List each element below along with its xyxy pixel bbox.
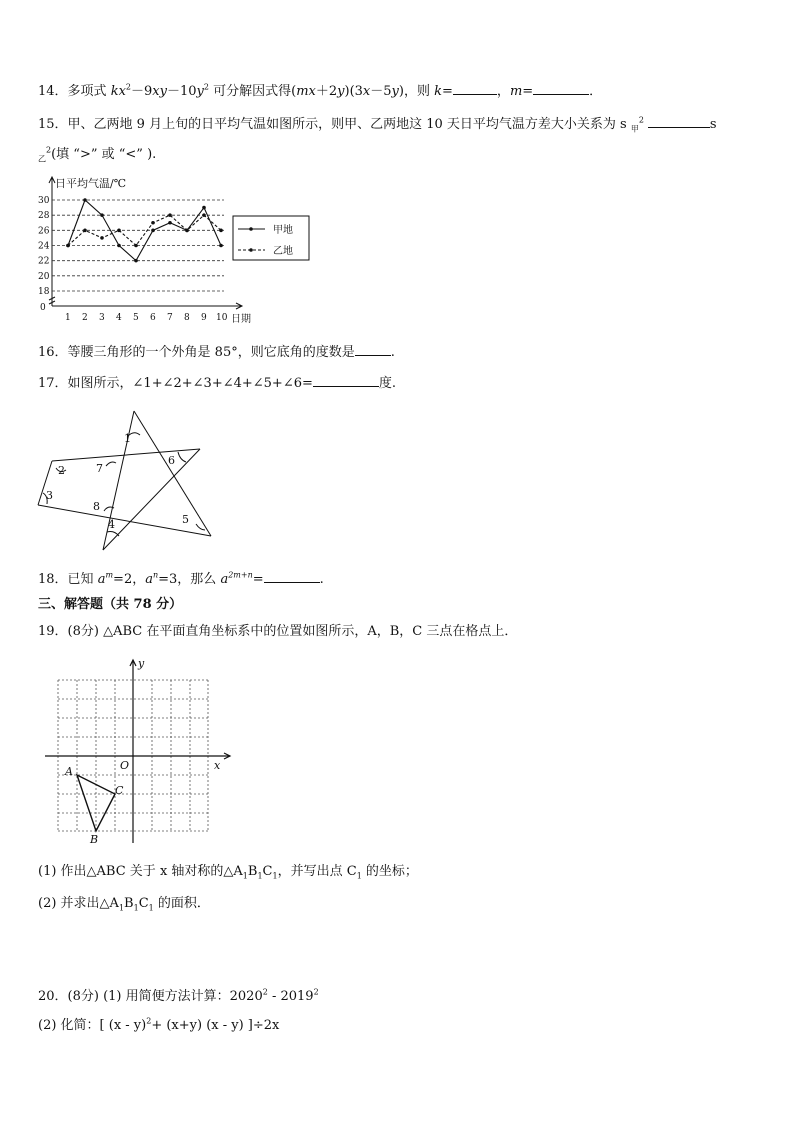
x-tick-label: 1 — [65, 313, 71, 323]
x-tick-label: 4 — [116, 313, 122, 323]
angle-arc — [178, 452, 186, 462]
angle-arc — [106, 462, 116, 466]
question-18: 18．已知 $a^m=2$，$a^n=3$，那么 $a^{2m+n}=$ . — [38, 570, 324, 587]
x-tick-label: 6 — [150, 313, 156, 323]
origin-label: O — [120, 759, 130, 772]
point-label-c: C — [115, 784, 124, 797]
question-19-part-1: (1) 作出△ABC 关于 x 轴对称的$\triangle A_1B_1C_1$，并写出点 $C_1$ 的坐标； — [38, 864, 418, 881]
data-point-series-1 — [117, 244, 121, 248]
y-axis-label: y — [138, 657, 145, 670]
question-19: 19．(8分) △ABC 在平面直角坐标系中的位置如图所示，A，B，C 三点在格点上． — [38, 624, 518, 639]
angle-label-2: 2 — [58, 464, 65, 477]
angle-label-4: 4 — [108, 518, 115, 531]
answer-blank[interactable] — [264, 570, 320, 583]
question-20-part-2: (2) 化简：[ (x - y)$^2$+ (x+y) (x - y) ]÷2x — [38, 1016, 280, 1033]
data-point-series-2 — [185, 229, 189, 233]
angle-label-8: 8 — [93, 500, 100, 513]
temperature-line-chart — [36, 172, 326, 327]
angle-label-1: 1 — [124, 432, 131, 445]
y-tick-label: 30 — [38, 196, 50, 206]
x-tick-label: 2 — [82, 313, 88, 323]
y-tick-label: 0 — [40, 303, 46, 313]
question-15: 15．甲、乙两地 9 月上旬的日平均气温如图所示，则甲、乙两地这 10 天日平均气温方差大小关系为 s $_甲^2$ s — [38, 115, 717, 134]
data-point-series-2 — [83, 229, 87, 233]
data-point-series-2 — [100, 236, 104, 240]
data-point-series-2 — [151, 221, 155, 225]
data-point-series-1 — [83, 198, 87, 202]
answer-blank[interactable] — [648, 115, 710, 128]
answer-blank[interactable] — [355, 343, 391, 356]
x-tick-label: 7 — [167, 313, 173, 323]
answer-blank[interactable] — [453, 82, 497, 95]
question-20: 20．(8分) (1) 用简便方法计算：2020$^2$ - 2019$^2$ — [38, 987, 319, 1004]
legend-marker-2 — [249, 248, 253, 252]
data-point-series-2 — [134, 244, 138, 248]
y-tick-label: 18 — [38, 287, 50, 297]
x-tick-label: 3 — [99, 313, 105, 323]
section-heading: 三、解答题（共 78 分） — [38, 597, 183, 612]
answer-blank[interactable] — [533, 82, 589, 95]
data-point-series-2 — [117, 229, 121, 233]
answer-blank[interactable] — [313, 374, 379, 387]
data-point-series-1 — [134, 259, 138, 263]
legend-label-2: 乙地 — [273, 246, 293, 257]
figure-line — [52, 449, 200, 461]
legend-box — [233, 216, 309, 260]
data-point-series-2 — [202, 213, 206, 217]
question-15-cont: $_乙^2$(填 “>” 或 “<” ). — [38, 145, 157, 164]
y-tick-label: 22 — [38, 256, 50, 267]
angle-label-3: 3 — [46, 489, 53, 502]
coordinate-grid — [40, 655, 240, 845]
angle-label-6: 6 — [168, 454, 175, 467]
figure-line — [134, 411, 211, 536]
x-tick-label: 9 — [201, 313, 207, 323]
angle-label-5: 5 — [182, 513, 189, 526]
x-tick-label: 8 — [184, 313, 190, 323]
star-angle-figure — [30, 408, 220, 553]
x-axis-label: x — [214, 759, 221, 772]
x-tick-label: 10 — [216, 313, 228, 323]
question-17: 17．如图所示，∠1+∠2+∠3+∠4+∠5+∠6= 度. — [38, 376, 397, 391]
point-label-b: B — [90, 833, 99, 846]
data-point-series-1 — [168, 221, 172, 225]
y-tick-label: 28 — [38, 211, 50, 222]
data-point-series-1 — [219, 244, 223, 248]
x-axis-title: 日期 — [231, 314, 251, 325]
question-14: 14．多项式 $kx^2-9xy-10y^2$ 可分解因式得(mx＋2y)(3x－5y)，则 k= ，m= ． — [38, 82, 603, 99]
legend-label-1: 甲地 — [273, 225, 293, 236]
y-axis-title: 日平均气温/℃ — [55, 177, 127, 190]
angle-label-7: 7 — [96, 462, 103, 475]
data-point-series-2 — [66, 244, 70, 248]
data-point-series-1 — [151, 229, 155, 233]
data-point-series-2 — [219, 229, 223, 233]
data-point-series-2 — [168, 213, 172, 217]
triangle-abc — [77, 775, 115, 831]
x-tick-label: 5 — [133, 313, 139, 323]
point-label-a: A — [65, 765, 73, 778]
y-tick-label: 26 — [38, 226, 50, 237]
data-point-series-1 — [100, 213, 104, 217]
legend-marker-1 — [249, 227, 253, 231]
y-tick-label: 24 — [38, 241, 50, 252]
y-tick-label: 20 — [38, 271, 50, 282]
data-point-series-1 — [202, 206, 206, 210]
question-16: 16．等腰三角形的一个外角是 85°，则它底角的度数是 . — [38, 345, 395, 360]
question-19-part-2: (2) 并求出$\triangle A_1B_1C_1$ 的面积． — [38, 896, 210, 913]
